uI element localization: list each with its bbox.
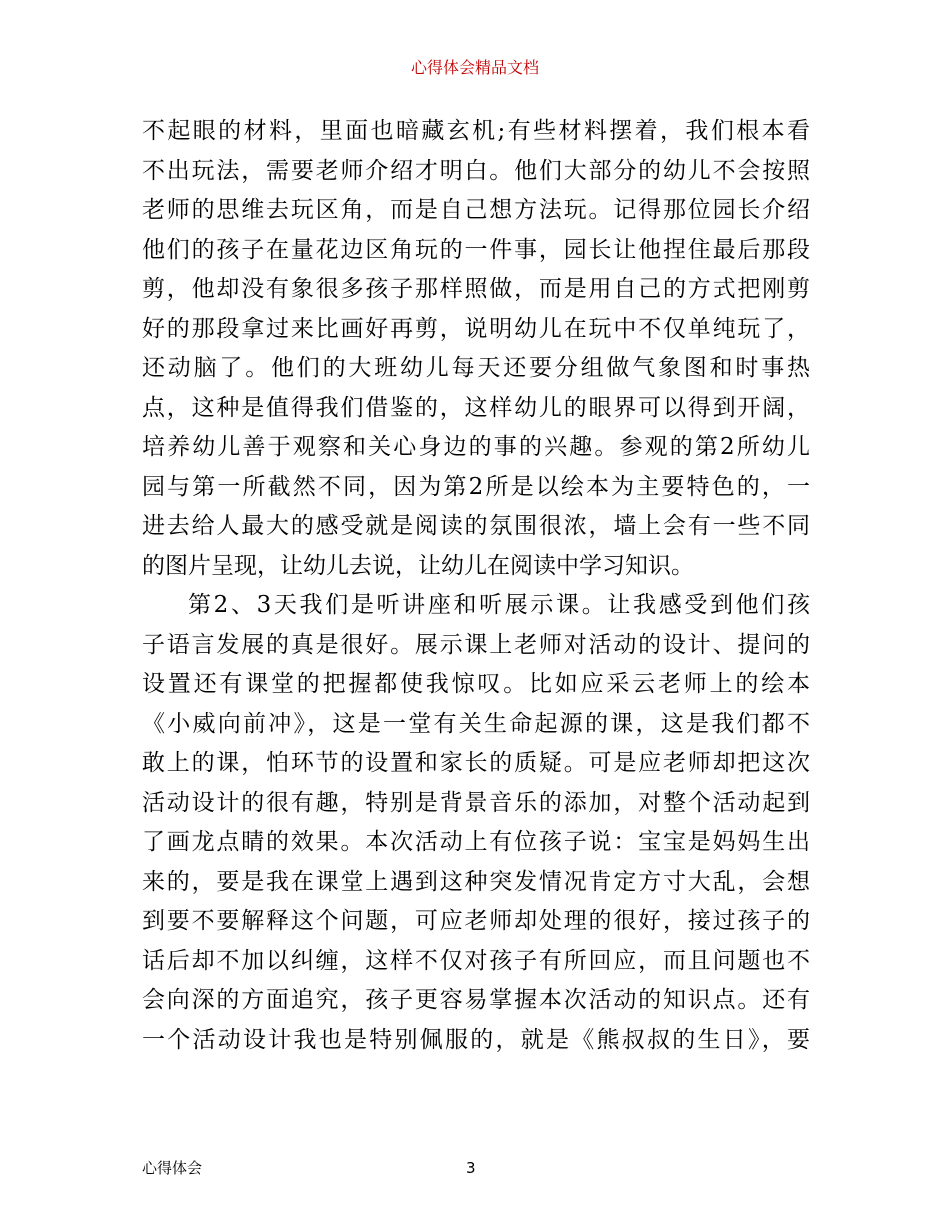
body-line: 培养幼儿善于观察和关心身边的事的兴趣。参观的第2所幼儿 [142, 434, 810, 460]
body-line: 不出玩法，需要老师介绍才明白。他们大部分的幼儿不会按照 [142, 157, 810, 184]
body-line: 到要不要解释这个问题，可应老师却处理的很好，接过孩子的 [142, 908, 810, 934]
body-line: 不起眼的材料，里面也暗藏玄机;有些材料摆着，我们根本看 [142, 118, 810, 144]
body-line: 活动设计的很有趣，特别是背景音乐的添加，对整个活动起到 [142, 789, 810, 816]
body-line: 敢上的课，怕环节的设置和家长的质疑。可是应老师却把这次 [142, 750, 810, 776]
body-line: 设置还有课堂的把握都使我惊叹。比如应采云老师上的绘本 [142, 671, 810, 697]
body-line-paragraph-start: 第2、3天我们是听讲座和听展示课。让我感受到他们孩 [188, 592, 810, 618]
document-header-title: 心得体会精品文档 [410, 58, 539, 77]
body-line: 还动脑了。他们的大班幼儿每天还要分组做气象图和时事热 [142, 355, 810, 381]
document-body [142, 112, 810, 1060]
body-line: 一个活动设计我也是特别佩服的，就是《熊叔叔的生日》，要 [142, 1026, 810, 1053]
body-line: 话后却不加以纠缠，这样不仅对孩子有所回应，而且问题也不 [142, 947, 810, 974]
body-line: 好的那段拿过来比画好再剪，说明幼儿在玩中不仅单纯玩了， [142, 315, 810, 342]
body-line: 来的，要是我在课堂上遇到这种突发情况肯定方寸大乱，会想 [142, 868, 810, 895]
body-line: 剪，他却没有象很多孩子那样照做，而是用自己的方式把刚剪 [142, 276, 810, 302]
page-number: 3 [466, 1159, 476, 1177]
body-line: 老师的思维去玩区角，而是自己想方法玩。记得那位园长介绍 [142, 197, 810, 223]
body-line: 会向深的方面追究，孩子更容易掌握本次活动的知识点。还有 [142, 987, 810, 1013]
body-line: 了画龙点睛的效果。本次活动上有位孩子说：宝宝是妈妈生出 [142, 829, 810, 855]
body-line: 进去给人最大的感受就是阅读的氛围很浓，墙上会有一些不同 [142, 513, 810, 539]
body-line: 《小威向前冲》，这是一堂有关生命起源的课，这是我们都不 [142, 710, 810, 737]
body-line: 点，这种是值得我们借鉴的，这样幼儿的眼界可以得到开阔， [142, 394, 810, 421]
body-line-paragraph-end: 的图片呈现，让幼儿去说，让幼儿在阅读中学习知识。 [142, 552, 694, 579]
body-line: 园与第一所截然不同，因为第2所是以绘本为主要特色的，一 [142, 473, 810, 500]
body-line: 他们的孩子在量花边区角玩的一件事，园长让他捏住最后那段 [142, 236, 810, 263]
footer-label: 心得体会 [142, 1159, 203, 1177]
body-line: 子语言发展的真是很好。展示课上老师对活动的设计、提问的 [142, 631, 810, 658]
